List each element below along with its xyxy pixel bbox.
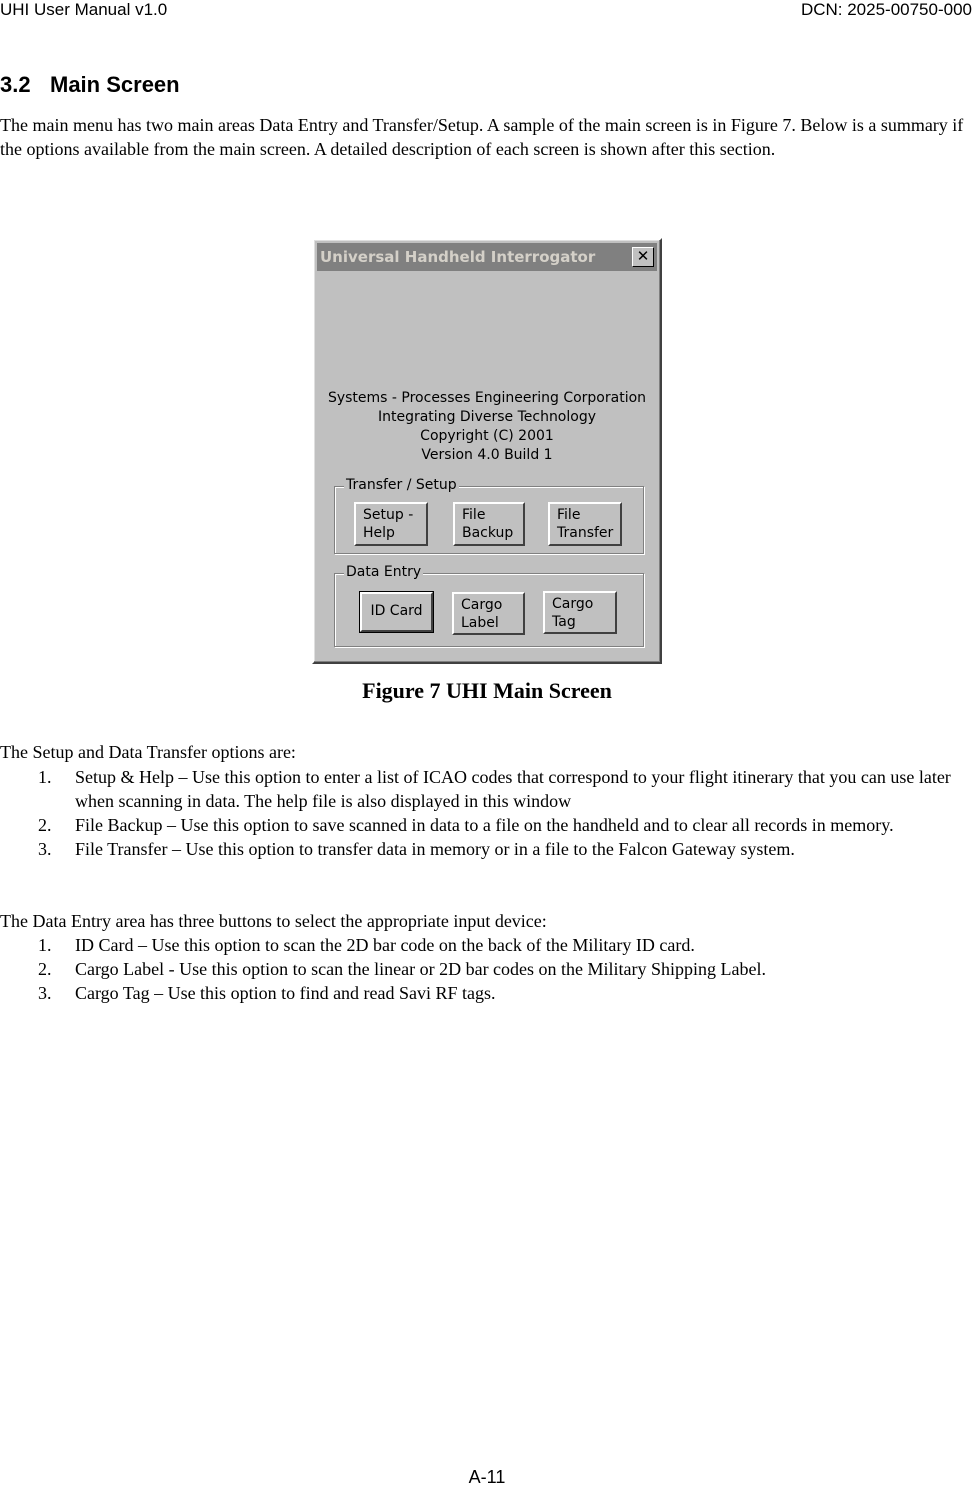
list-item: 3. Cargo Tag – Use this option to find and read Savi RF tags. — [38, 983, 496, 1003]
cargo-tag-button[interactable] — [543, 591, 617, 634]
file-transfer-label-1: File — [557, 507, 581, 523]
figure-caption: Figure 7 UHI Main Screen — [362, 678, 612, 703]
cargo-tag-label-2: Tag — [552, 614, 576, 630]
window-title: Universal Handheld Interrogator — [320, 248, 596, 266]
file-transfer-label-2: Transfer — [557, 525, 614, 541]
uhi-main-window — [312, 238, 662, 664]
setup-help-label-2: Help — [363, 525, 395, 541]
section-number: 3.2 — [0, 72, 31, 97]
file-backup-label-2: Backup — [462, 525, 514, 541]
transfer-setup-legend: Transfer / Setup — [346, 477, 457, 493]
header-doc-title: UHI User Manual v1.0 — [0, 0, 168, 19]
intro-text: The main menu has two main areas Data Entry and Transfer/Setup. A sample of the main screen is in Figure 7. Below is a summary if the options available from the main screen. A detailed description of each screen is shown after this section. — [0, 115, 964, 159]
company-tagline: Integrating Diverse Technology — [377, 409, 597, 425]
setup-help-button[interactable] — [354, 502, 428, 546]
list-item: 2. File Backup – Use this option to save scanned in data to a file on the handheld and to clear all records in memory. — [38, 815, 894, 835]
setup-help-label-1: Setup - — [363, 507, 414, 523]
file-backup-button[interactable] — [453, 502, 525, 546]
window-titlebar — [317, 243, 657, 271]
cargo-tag-label-1: Cargo — [552, 596, 594, 612]
section-title: Main Screen — [50, 72, 180, 97]
list-item: 3. File Transfer – Use this option to transfer data in memory or in a file to the Falcon Gateway system. — [38, 839, 795, 859]
transfer-setup-group — [334, 477, 644, 554]
page-number: A-11 — [468, 1467, 506, 1487]
id-card-label: ID Card — [370, 603, 423, 619]
data-entry-options-lead: The Data Entry area has three buttons to select the appropriate input device: — [0, 911, 547, 931]
copyright: Copyright (C) 2001 — [420, 428, 554, 444]
id-card-button[interactable] — [360, 592, 433, 632]
file-backup-label-1: File — [462, 507, 486, 523]
close-icon[interactable]: ✕ — [632, 247, 654, 267]
cargo-label-label-1: Cargo — [461, 597, 503, 613]
version: Version 4.0 Build 1 — [421, 447, 553, 463]
intro-paragraph — [0, 113, 972, 161]
about-info — [314, 389, 660, 465]
data-entry-options-list — [0, 933, 972, 1005]
setup-options-list — [0, 765, 972, 861]
header-dcn: DCN: 2025-00750-000 — [800, 0, 972, 19]
company-name: Systems - Processes Engineering Corporation — [327, 390, 647, 406]
file-transfer-button[interactable] — [548, 502, 622, 546]
cargo-label-label-2: Label — [461, 615, 499, 631]
section-heading — [0, 72, 180, 98]
data-entry-legend: Data Entry — [346, 564, 422, 580]
list-item: 2. Cargo Label - Use this option to scan the linear or 2D bar codes on the Military Shipping Label. — [38, 959, 767, 979]
setup-options-lead: The Setup and Data Transfer options are: — [0, 742, 296, 762]
list-item: 1. ID Card – Use this option to scan the 2D bar code on the back of the Military ID card. — [38, 935, 695, 955]
cargo-label-button[interactable] — [452, 592, 525, 635]
data-entry-group — [334, 564, 644, 647]
list-item: 1. Setup & Help – Use this option to enter a list of ICAO codes that correspond to your flight itinerary that you can use later when scanning in data. The help file is also displayed in this window — [38, 767, 951, 811]
